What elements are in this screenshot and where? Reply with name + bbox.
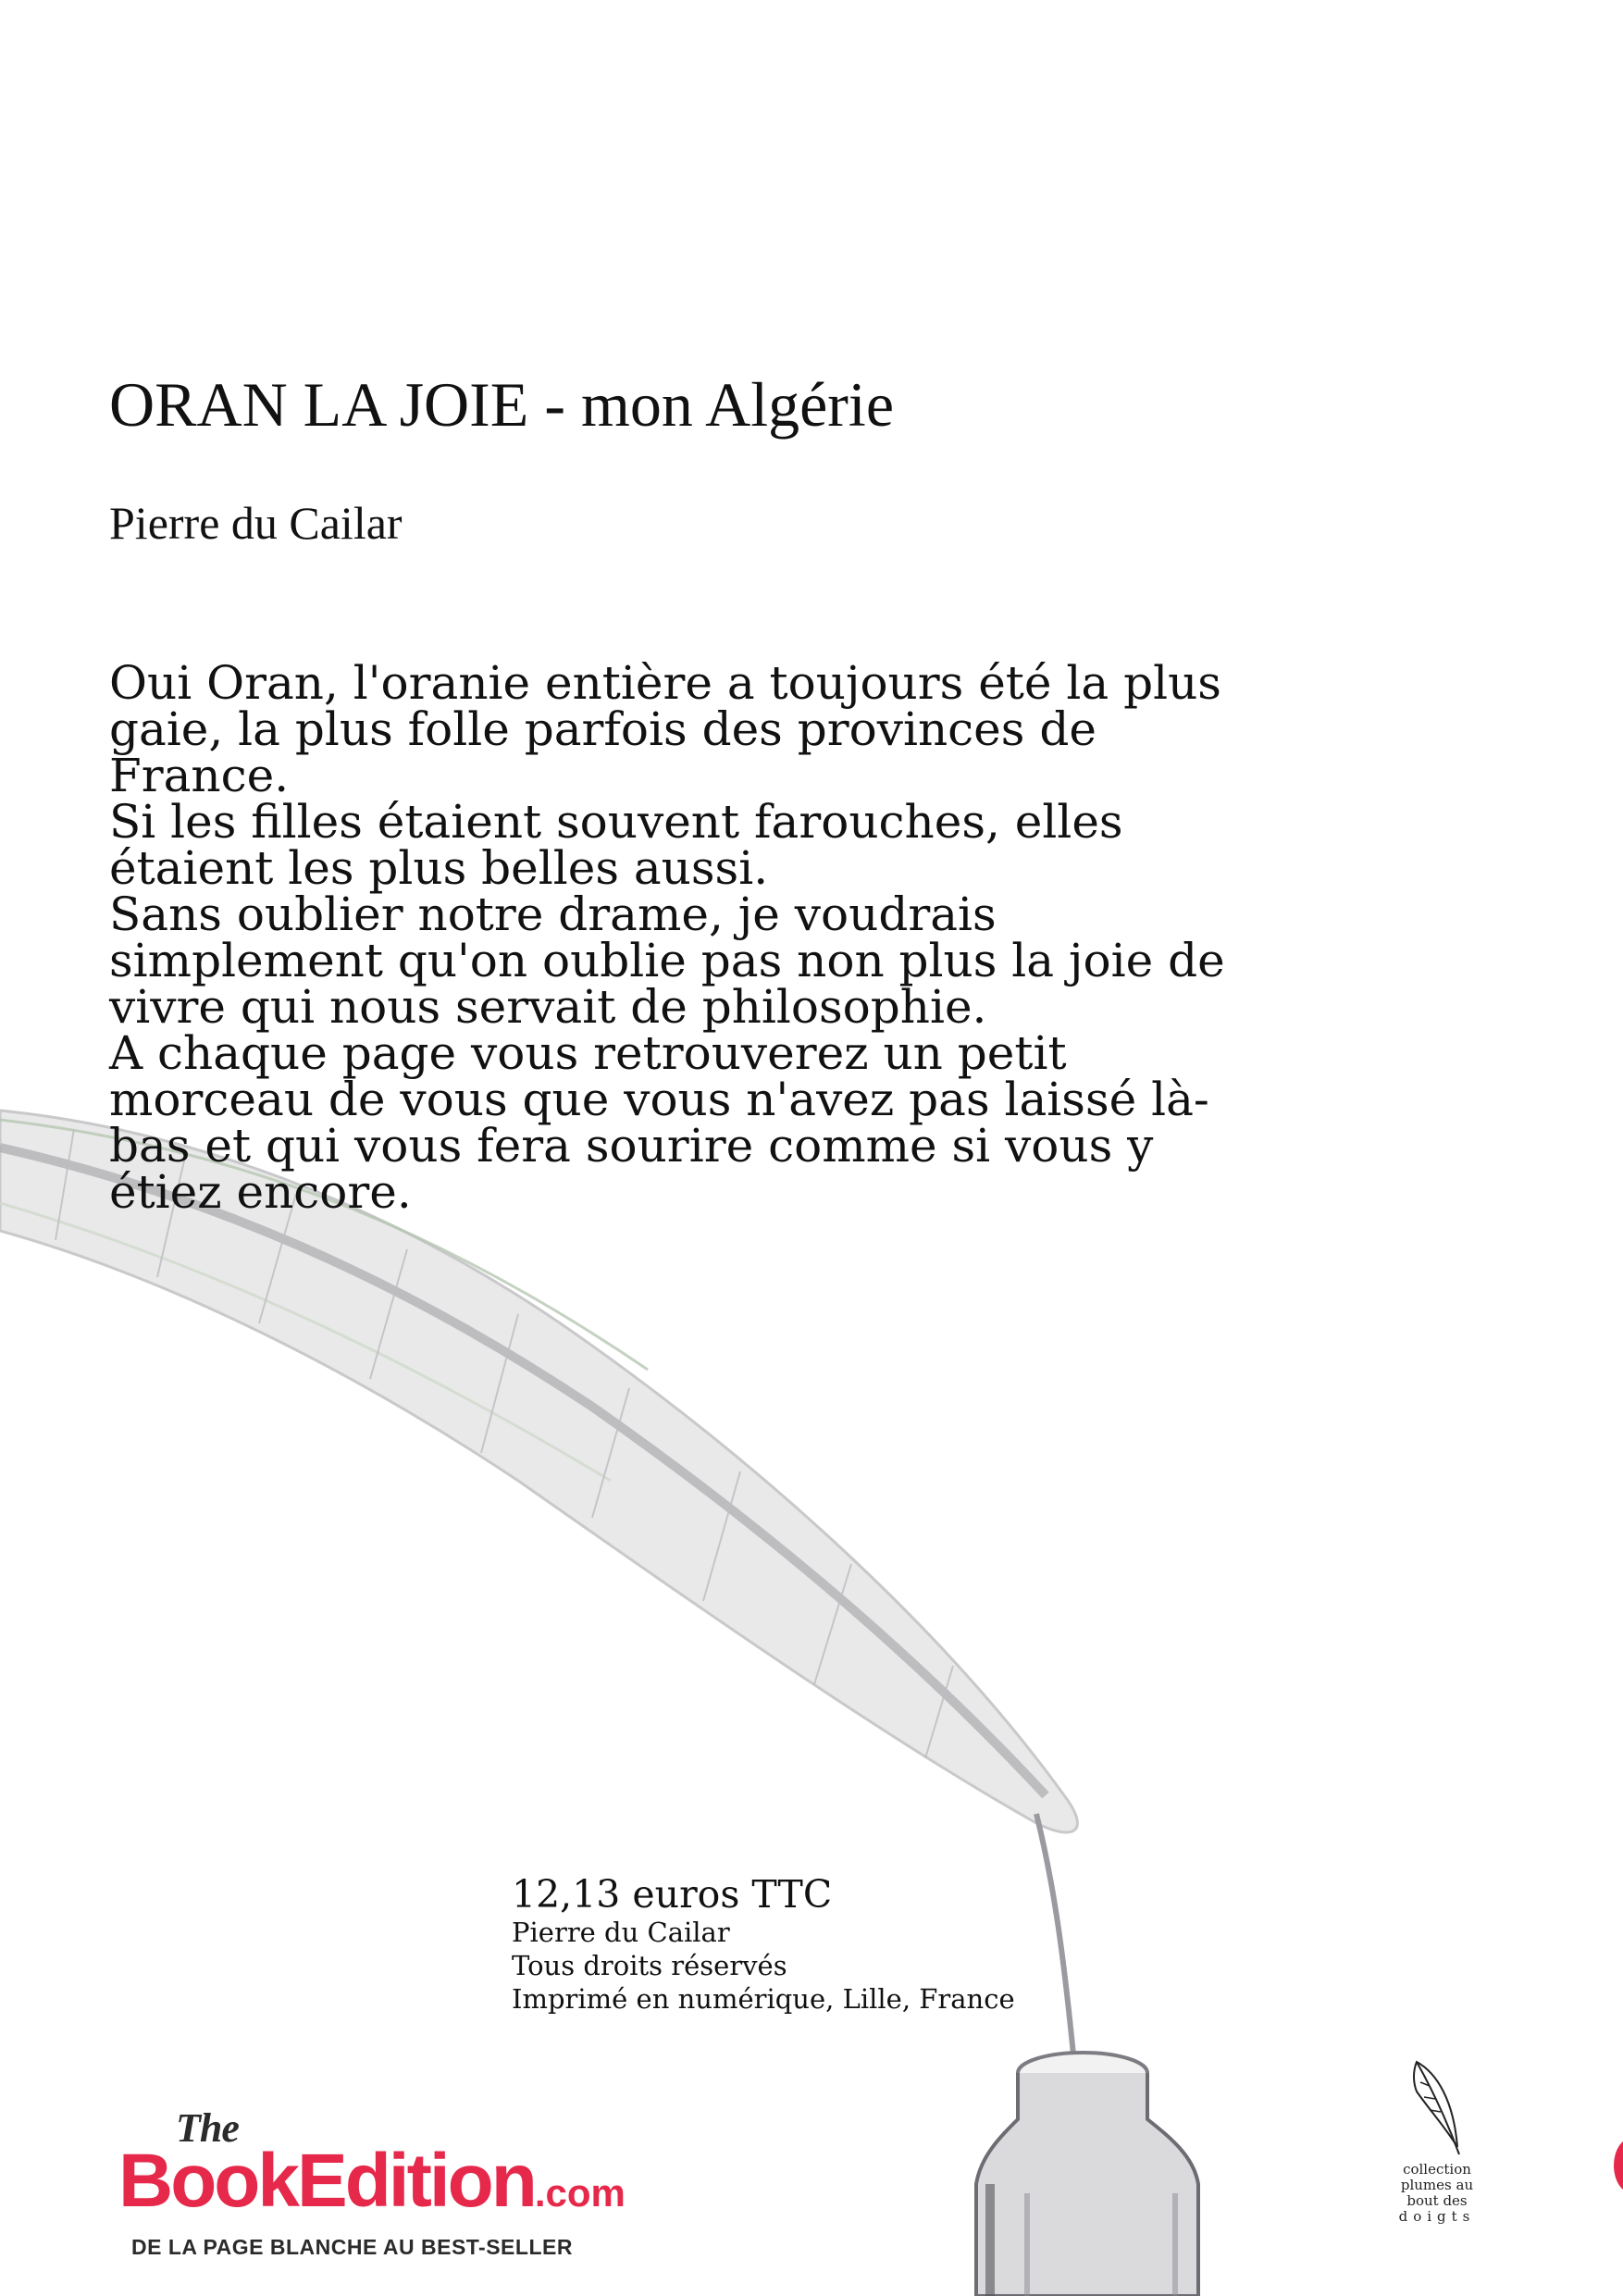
colophon-author: Pierre du Cailar [512, 1917, 730, 1949]
rights-notice: Tous droits réservés [512, 1950, 787, 1982]
logo-name: BookEdition [118, 2139, 535, 2223]
collection-label: bout des [1406, 2192, 1468, 2209]
collection-label: plumes au [1400, 2177, 1474, 2193]
printing-notice: Imprimé en numérique, Lille, France [512, 1983, 1015, 2016]
logo-tagline: DE LA PAGE BLANCHE AU BEST-SELLER [131, 2235, 573, 2259]
blurb-paragraph: A chaque page vous retrouverez un petit morceau de vous que vous n'avez pas laissé là-bas et qui vous fera sourire comme si vous y étiez encore. [109, 1026, 1209, 1219]
book-author: Pierre du Cailar [109, 497, 403, 549]
price-label: 12,13 euros TTC [512, 1872, 833, 1917]
edge-badge [1614, 2138, 1623, 2193]
blurb-paragraph: Si les filles étaient souvent farouches, elles étaient les plus belles aussi. [109, 795, 1123, 895]
publisher-logo [118, 2101, 674, 2286]
back-cover-blurb [109, 656, 1257, 1219]
blurb-paragraph: Sans oublier notre drame, je voudrais simplement qu'on oublie pas non plus la joie de vivre qui nous servait de philosophie. [109, 887, 1225, 1034]
collection-label: doigts [1398, 2208, 1476, 2225]
colophon [512, 1874, 1067, 2016]
logo-the: The [176, 2105, 239, 2151]
logo-wordmark [118, 2138, 626, 2225]
collection-label: collection [1403, 2161, 1471, 2178]
blurb-paragraph: Oui Oran, l'oranie entière a toujours été la plus gaie, la plus folle parfois des provinces de France. [109, 656, 1221, 802]
collection-mark [1386, 2054, 1488, 2225]
feather-icon [1409, 2054, 1465, 2156]
logo-domain: .com [534, 2171, 626, 2215]
book-title: ORAN LA JOIE - mon Algérie [109, 369, 895, 440]
